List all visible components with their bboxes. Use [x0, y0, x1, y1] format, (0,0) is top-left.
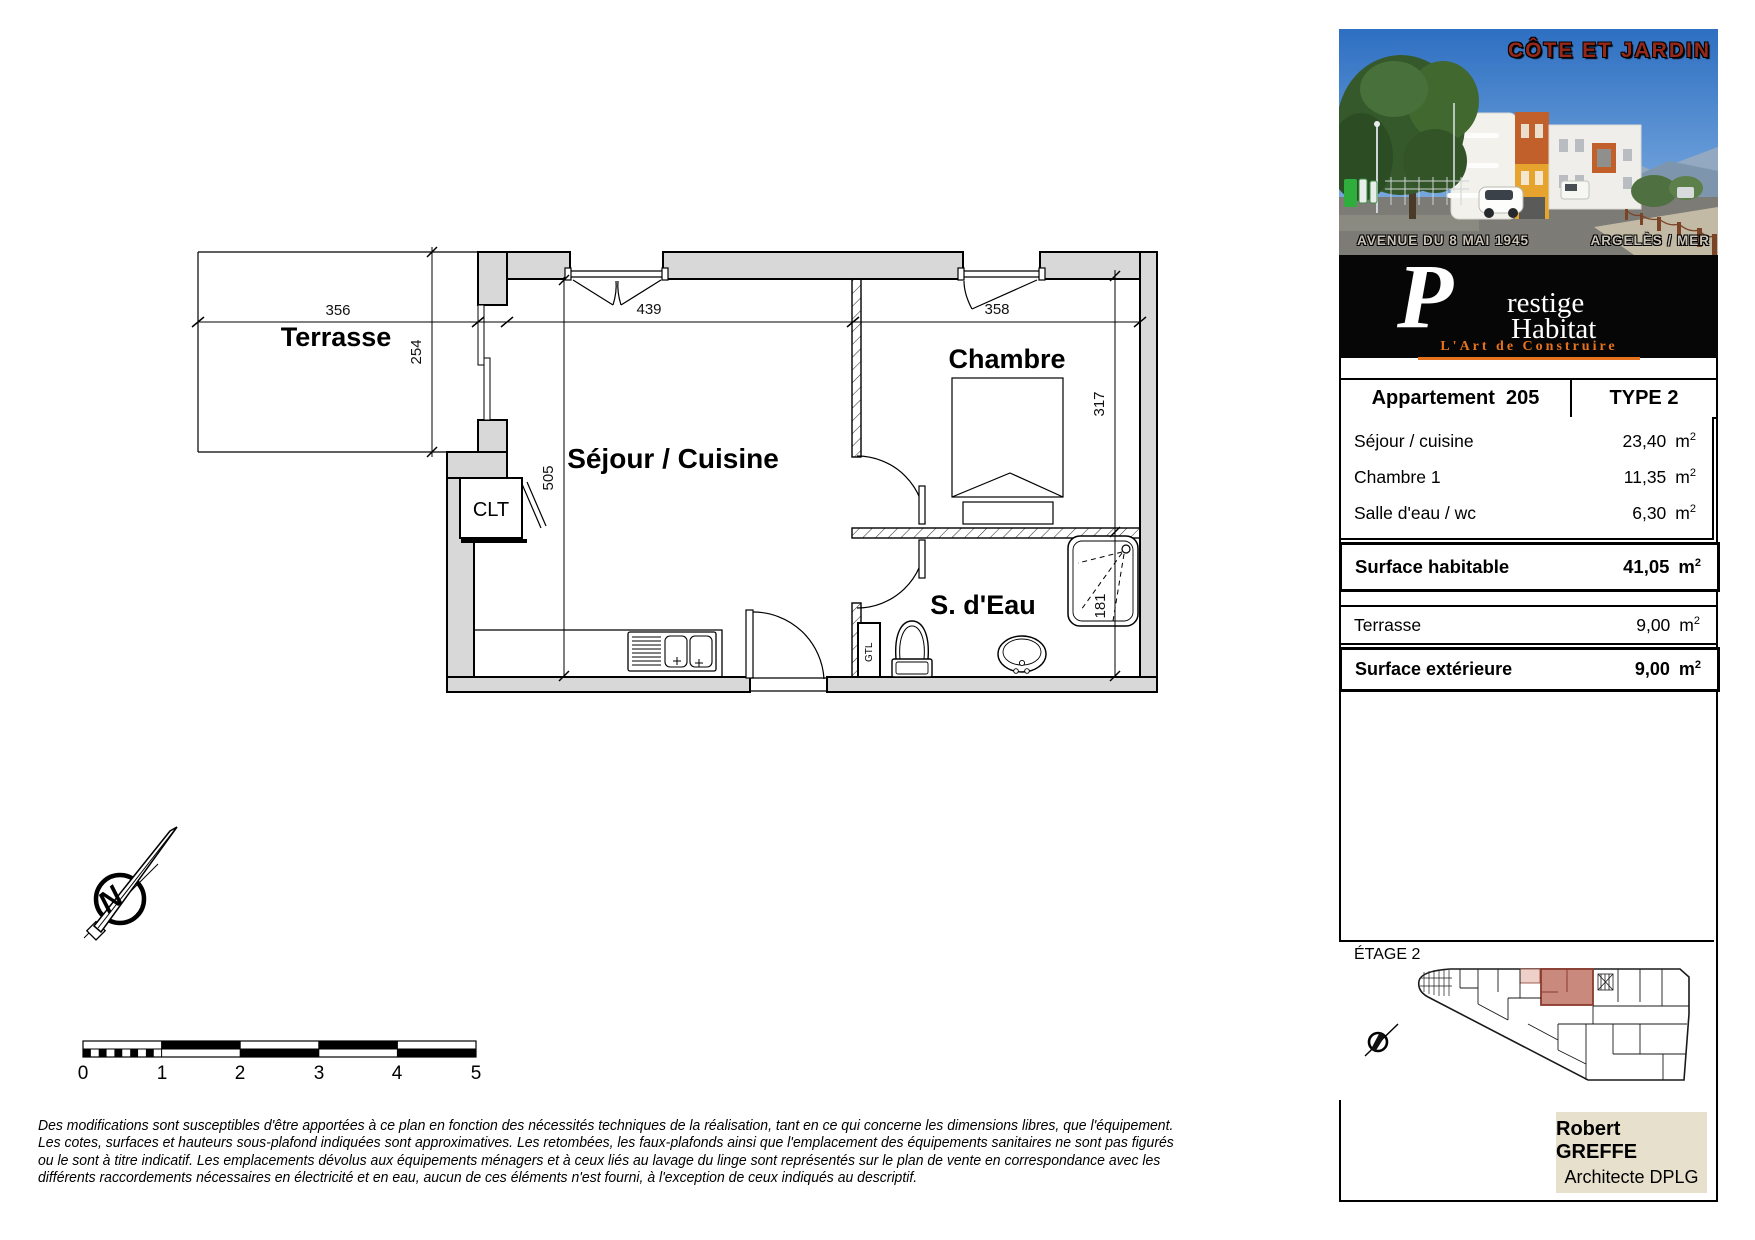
gtl-label: GTL	[864, 642, 875, 662]
brand-banner	[1339, 245, 1718, 358]
terrasse-box	[1339, 605, 1718, 645]
svg-text:1: 1	[156, 1063, 168, 1084]
toilet	[892, 621, 932, 677]
table-row: Terrasse 9,00 $m^2$	[1354, 614, 1700, 635]
key-plan	[1408, 962, 1708, 1092]
disclaimer-line: Des modifications sont susceptibles d'être apportées à ce plan en fonction des nécessités techniques de la réalisation, tant en ce qui concerne les dimensions libres, que l'équipement.	[38, 1118, 1174, 1134]
surface-habitable-box	[1339, 542, 1720, 592]
clt-closet	[460, 478, 546, 541]
row-label: Surface extérieure	[1355, 659, 1513, 679]
building-render	[1447, 112, 1641, 219]
bed	[952, 378, 1063, 524]
room-sdeau: S. d'Eau	[930, 590, 1036, 620]
disclaimer-line: différents raccordements nécessaires en électricité et en eau, aucun de ces éléments n'est fourni, à l'exception de ceux indiqués au descriptif.	[38, 1170, 918, 1187]
apartment-header	[1339, 378, 1718, 419]
room-labels	[281, 322, 1066, 620]
row-label: Salle d'eau / wc	[1354, 503, 1477, 524]
terrace-outline	[198, 252, 478, 452]
table-row: Chambre 1 11,35 $m^2$	[1354, 466, 1696, 487]
row-unit: $m^2$	[1678, 659, 1701, 679]
dim-terrasse-w: 356	[325, 302, 351, 319]
scale-bar-labels	[78, 1063, 482, 1084]
svg-text:4: 4	[391, 1063, 403, 1084]
disclaimer-line: Les cotes, surfaces et hauteurs sous-plafond indiquées sont approximatives. Les retombées, les faux-plafonds ainsi que l'emplacement des équipements sanitaires ne sont pas figurés	[38, 1135, 1174, 1152]
table-row: Surface extérieure 9,00 $m^2$	[1355, 659, 1701, 679]
row-label: Chambre 1	[1354, 466, 1441, 487]
kitchen-counter	[474, 630, 722, 676]
svg-text:5: 5	[470, 1063, 482, 1084]
mini-north-compass-icon	[1358, 1018, 1406, 1062]
row-label: Surface habitable	[1355, 556, 1510, 577]
etage-label: ÉTAGE 2	[1354, 946, 1421, 963]
gtl-duct	[858, 623, 880, 677]
area-rows	[1339, 417, 1714, 540]
dim-sdeau-h: 181	[1092, 593, 1109, 619]
table-row: Salle d'eau / wc 6,30 $m^2$	[1354, 503, 1696, 524]
row-unit: $m^2$	[1675, 430, 1696, 451]
row-unit: $m^2$	[1679, 614, 1700, 635]
svg-text:3: 3	[313, 1063, 325, 1084]
city-name: ARGELÈS / MER	[1590, 233, 1710, 248]
svg-text:2: 2	[234, 1063, 246, 1084]
room-chambre: Chambre	[948, 344, 1066, 374]
north-letter: N	[91, 880, 130, 920]
brand-name-line2: Habitat	[1511, 313, 1597, 345]
north-compass-icon	[84, 827, 177, 940]
clt-label: CLT	[472, 499, 510, 521]
dim-terrasse-h: 254	[408, 339, 425, 365]
row-label: Séjour / cuisine	[1354, 430, 1474, 451]
surface-exterieure-box	[1339, 647, 1720, 692]
room-terrasse: Terrasse	[280, 322, 392, 352]
dim-sejour-h: 505	[540, 465, 557, 491]
table-row: Surface habitable 41,05 $m^2$	[1355, 556, 1701, 577]
bathroom-sink	[998, 636, 1046, 673]
scale-bar	[78, 1041, 482, 1084]
architect-title: Architecte DPLG	[1564, 1166, 1699, 1187]
architect-card	[1556, 1112, 1707, 1193]
street-name: AVENUE DU 8 MAI 1945	[1357, 233, 1530, 248]
row-unit: $m^2$	[1675, 466, 1696, 487]
architect-name: Robert GREFFE	[1556, 1117, 1638, 1163]
apartment-type: TYPE 2	[1609, 387, 1679, 409]
row-unit: $m^2$	[1675, 503, 1696, 524]
brand-initial: P	[1397, 245, 1454, 347]
brand-tagline: L'Art de Construire	[1440, 339, 1618, 354]
row-unit: $m^2$	[1678, 556, 1701, 577]
dim-sejour-w: 439	[636, 301, 662, 318]
table-row: Séjour / cuisine 23,40 $m^2$	[1354, 430, 1696, 451]
apartment-number: Appartement 205	[1341, 380, 1572, 417]
disclaimer-line: ou le sont à titre indicatif. Les emplacements dévolus aux équipements ménagers et à ceux liés au lavage du linge sont représentés sur le plan de vente en correspondance avec les	[38, 1152, 1161, 1169]
room-sejour: Séjour / Cuisine	[567, 443, 779, 474]
dim-chambre-h: 317	[1091, 391, 1108, 417]
svg-text:0: 0	[77, 1063, 89, 1084]
brand-name-rest: restige	[1507, 287, 1585, 319]
dim-chambre-w: 358	[984, 301, 1010, 318]
row-label: Terrasse	[1354, 614, 1422, 635]
sejour-window	[565, 268, 668, 305]
disclaimer-text	[38, 1118, 1286, 1188]
project-title: CÔTE ET JARDIN	[1507, 39, 1711, 62]
